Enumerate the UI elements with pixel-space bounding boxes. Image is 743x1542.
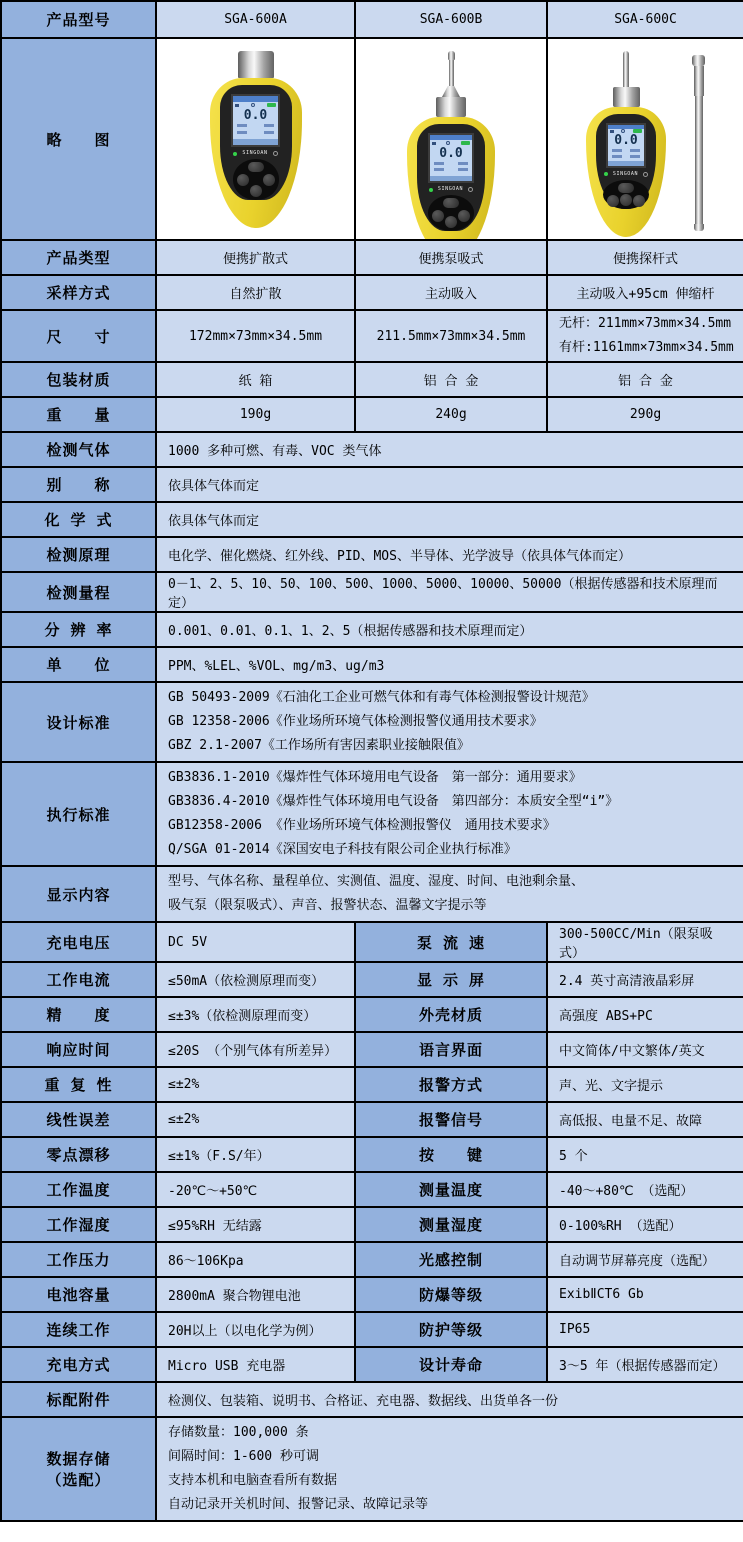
label-execution-standard: 执行标准: [1, 762, 156, 866]
value-display-screen: 2.4 英寸高清液晶彩屏: [547, 962, 743, 997]
label-measuring-temperature: 测量温度: [355, 1172, 547, 1207]
row-repeatability-alarm-mode: [1, 1067, 743, 1102]
screen-time-bar: [608, 161, 645, 165]
left-button: [607, 195, 619, 207]
row-charging-voltage-pump-flow: [1, 922, 743, 962]
screen-reading: 0.0: [439, 145, 463, 161]
keypad: [233, 159, 279, 200]
gas-detector-diffusion: [210, 51, 302, 228]
row-weight: [1, 397, 743, 432]
screen-reading: 0.0: [614, 133, 638, 149]
label-display-screen: 显 示 屏: [355, 962, 547, 997]
value-resolution: 0.001、0.01、0.1、1、2、5（根据传感器和技术原理而定）: [156, 612, 743, 647]
dimensions-c-with-rod: 有杆:1161mm×73mm×34.5mm: [559, 340, 734, 355]
sensor-cap: [238, 51, 274, 78]
value-weight-b: 240g: [355, 397, 547, 432]
value-measuring-humidity: 0-100%RH （选配）: [547, 1207, 743, 1242]
label-explosion-proof-rating: 防爆等级: [355, 1277, 547, 1312]
label-unit: 单 位: [1, 647, 156, 682]
speaker-icon: [432, 142, 436, 145]
label-battery-capacity: 电池容量: [1, 1277, 156, 1312]
value-execution-standard: [156, 762, 743, 866]
telescopic-rod-tip: [692, 55, 705, 66]
label-alias: 别 称: [1, 467, 156, 502]
row-working-temp-measuring-temp: [1, 1172, 743, 1207]
label-light-sensing-control: 光感控制: [355, 1242, 547, 1277]
label-language-ui: 语言界面: [355, 1032, 547, 1067]
value-packaging-material-c: 铝 合 金: [547, 362, 743, 397]
product-photo-sga-600a: [157, 39, 354, 239]
telescopic-rod-shaft: [695, 96, 703, 224]
right-button: [458, 210, 470, 222]
value-continuous-working: 20H以上（以电化学为例）: [156, 1312, 355, 1347]
lcd-screen: [428, 133, 474, 183]
label-working-pressure: 工作压力: [1, 1242, 156, 1277]
row-detection-range: [1, 572, 743, 612]
label-charging-voltage: 充电电压: [1, 922, 156, 962]
screen-info-row: [612, 149, 641, 153]
design-standard-line: GBZ 2.1-2007《工作场所有害因素职业接触限值》: [168, 738, 470, 753]
label-design-life: 设计寿命: [355, 1347, 547, 1382]
execution-standard-line: Q/SGA 01-2014《深国安电子科技有限公司企业执行标准》: [168, 842, 517, 857]
value-zero-drift: ≤±1%（F.S/年）: [156, 1137, 355, 1172]
left-button: [237, 174, 249, 186]
row-data-storage: [1, 1417, 743, 1521]
row-detection-principle: [1, 537, 743, 572]
value-response-time: ≤20S （个别气体有所差异）: [156, 1032, 355, 1067]
right-button: [263, 174, 275, 186]
label-working-humidity: 工作湿度: [1, 1207, 156, 1242]
speaker-icon: [610, 130, 614, 133]
brand-row: [233, 151, 277, 156]
data-storage-label-line1: 数据存储: [46, 1450, 111, 1468]
label-sampling-method: 采样方式: [1, 275, 156, 310]
power-icon: [468, 187, 473, 192]
label-zero-drift: 零点漂移: [1, 1137, 156, 1172]
speaker-icon: [235, 104, 239, 107]
row-response-time-language: [1, 1032, 743, 1067]
label-charging-method: 充电方式: [1, 1347, 156, 1382]
power-icon: [273, 151, 278, 156]
device-body: [407, 117, 495, 240]
device-body: [586, 107, 666, 237]
data-storage-label-line2: （选配）: [46, 1471, 111, 1489]
value-detection-range: 0－1、2、5、10、50、100、500、1000、5000、10000、50000（根据传感器和技术原理而定）: [156, 572, 743, 612]
screen-reading: 0.0: [243, 108, 268, 124]
model-name-a: SGA-600A: [156, 1, 355, 38]
screen-time-bar: [233, 139, 278, 145]
value-detection-principle: 电化学、催化燃烧、红外线、PID、MOS、半导体、光学波导（依具体气体而定）: [156, 537, 743, 572]
value-product-type-a: 便携扩散式: [156, 240, 355, 275]
brand-row: [604, 172, 648, 177]
label-product-type: 产品类型: [1, 240, 156, 275]
photo-cell-sga-600a: [156, 38, 355, 240]
row-charging-method-design-life: [1, 1347, 743, 1382]
value-battery-capacity: 2800mA 聚合物锂电池: [156, 1277, 355, 1312]
value-product-type-b: 便携泵吸式: [355, 240, 547, 275]
label-chemical-formula: 化 学 式: [1, 502, 156, 537]
probe-cone: [442, 86, 460, 97]
data-storage-line: 支持本机和电脑查看所有数据: [168, 1473, 338, 1488]
value-working-current: ≤50mA（依检测原理而变）: [156, 962, 355, 997]
execution-standard-line: GB3836.4-2010《爆炸性气体环境用电气设备 第四部分：本质安全型“i”》: [168, 794, 619, 809]
power-icon: [643, 172, 648, 177]
label-data-storage: [1, 1417, 156, 1521]
value-charging-voltage: DC 5V: [156, 922, 355, 962]
label-buttons: 按 键: [355, 1137, 547, 1172]
value-repeatability: ≤±2%: [156, 1067, 355, 1102]
row-working-humidity-measuring-humidity: [1, 1207, 743, 1242]
row-standard-accessories: [1, 1382, 743, 1417]
value-protection-rating: IP65: [547, 1312, 743, 1347]
label-working-temperature: 工作温度: [1, 1172, 156, 1207]
value-alarm-mode: 声、光、文字提示: [547, 1067, 743, 1102]
row-display-content: [1, 866, 743, 922]
value-alias: 依具体气体而定: [156, 467, 743, 502]
status-led: [604, 172, 608, 176]
front-panel: [596, 114, 656, 209]
data-storage-line: 自动记录开关机时间、报警记录、故障记录等: [168, 1497, 429, 1512]
label-resolution: 分 辨 率: [1, 612, 156, 647]
value-product-type-c: 便携探杆式: [547, 240, 743, 275]
brand-label: SINGOAN: [612, 170, 639, 177]
menu-button: [618, 183, 634, 193]
row-zero-drift-buttons: [1, 1137, 743, 1172]
label-alarm-signal: 报警信号: [355, 1102, 547, 1137]
data-storage-line: 存储数量：100,000 条: [168, 1425, 309, 1440]
execution-standard-line: GB12358-2006 《作业场所环境气体检测报警仪 通用技术要求》: [168, 818, 556, 833]
lcd-screen: [231, 94, 280, 147]
label-detection-principle: 检测原理: [1, 537, 156, 572]
label-detection-gas: 检测气体: [1, 432, 156, 467]
sensor-cap: [436, 97, 466, 117]
display-content-line: 型号、气体名称、量程单位、实测值、温度、湿度、时间、电池剩余量、: [168, 874, 585, 889]
value-linearity-error: ≤±2%: [156, 1102, 355, 1137]
brand-label: SINGOAN: [437, 186, 464, 193]
enter-button: [445, 216, 457, 228]
screen-time-bar: [430, 176, 472, 181]
row-execution-standard: [1, 762, 743, 866]
left-button: [432, 210, 444, 222]
value-packaging-material-b: 铝 合 金: [355, 362, 547, 397]
value-pump-flow-rate: 300-500CC/Min（限泵吸式）: [547, 922, 743, 962]
label-measuring-humidity: 测量湿度: [355, 1207, 547, 1242]
value-chemical-formula: 依具体气体而定: [156, 502, 743, 537]
row-working-pressure-light-control: [1, 1242, 743, 1277]
status-led: [429, 188, 433, 192]
menu-button: [443, 198, 459, 208]
value-measuring-temperature: -40～+80℃ （选配）: [547, 1172, 743, 1207]
photo-cell-sga-600c: [547, 38, 743, 240]
battery-icon: [267, 103, 276, 107]
row-product-type: [1, 240, 743, 275]
row-dimensions: [1, 310, 743, 362]
photo-cell-sga-600b: [355, 38, 547, 240]
row-alias: [1, 467, 743, 502]
brand-row: [429, 187, 473, 192]
status-led: [233, 152, 237, 156]
label-response-time: 响应时间: [1, 1032, 156, 1067]
telescopic-rod: [692, 55, 705, 231]
design-standard-line: GB 50493-2009《石油化工企业可燃气体和有毒气体检测报警设计规范》: [168, 690, 595, 705]
row-design-standard: [1, 682, 743, 762]
value-packaging-material-a: 纸 箱: [156, 362, 355, 397]
label-standard-accessories: 标配附件: [1, 1382, 156, 1417]
lcd-screen: [606, 123, 647, 168]
value-explosion-proof-rating: ExibⅡCT6 Gb: [547, 1277, 743, 1312]
probe-tip: [448, 51, 455, 60]
sensor-cap: [613, 87, 640, 107]
label-dimensions: 尺 寸: [1, 310, 156, 362]
gas-detector-pump: [407, 51, 495, 240]
value-accuracy: ≤±3%（依检测原理而变）: [156, 997, 355, 1032]
model-name-b: SGA-600B: [355, 1, 547, 38]
value-working-pressure: 86～106Kpa: [156, 1242, 355, 1277]
value-display-content: [156, 866, 743, 922]
fan-icon: [251, 103, 255, 107]
row-packaging-material: [1, 362, 743, 397]
dimensions-c-without-rod: 无杆：211mm×73mm×34.5mm: [559, 316, 732, 331]
product-photo-sga-600c: [548, 39, 743, 239]
fan-icon: [446, 141, 450, 145]
label-detection-range: 检测量程: [1, 572, 156, 612]
value-charging-method: Micro USB 充电器: [156, 1347, 355, 1382]
row-continuous-working-protection-rating: [1, 1312, 743, 1347]
keypad: [428, 195, 474, 231]
label-weight: 重 量: [1, 397, 156, 432]
probe-rod: [449, 60, 454, 86]
label-shell-material: 外壳材质: [355, 997, 547, 1032]
label-continuous-working: 连续工作: [1, 1312, 156, 1347]
screen-info-row: [237, 131, 274, 136]
front-panel: [417, 124, 485, 231]
execution-standard-line: GB3836.1-2010《爆炸性气体环境用电气设备 第一部分：通用要求》: [168, 770, 582, 785]
model-name-c: SGA-600C: [547, 1, 743, 38]
enter-button: [620, 194, 632, 206]
front-panel: [220, 85, 292, 200]
screen-info-row: [434, 168, 468, 173]
value-dimensions-a: 172mm×73mm×34.5mm: [156, 310, 355, 362]
battery-icon: [461, 141, 470, 145]
value-data-storage: [156, 1417, 743, 1521]
gas-detector-probe: [586, 51, 666, 237]
row-working-current-display-screen: [1, 962, 743, 997]
row-chemical-formula: [1, 502, 743, 537]
screen-info-row: [612, 155, 641, 159]
label-working-current: 工作电流: [1, 962, 156, 997]
enter-button: [250, 185, 262, 197]
value-sampling-method-b: 主动吸入: [355, 275, 547, 310]
value-standard-accessories: 检测仪、包装箱、说明书、合格证、充电器、数据线、出货单各一份: [156, 1382, 743, 1417]
row-linearity-error-alarm-signal: [1, 1102, 743, 1137]
value-unit: PPM、%LEL、%VOL、mg/m3、ug/m3: [156, 647, 743, 682]
data-storage-line: 间隔时间：1-600 秒可调: [168, 1449, 319, 1464]
device-body: [210, 78, 302, 228]
label-display-content: 显示内容: [1, 866, 156, 922]
label-accuracy: 精 度: [1, 997, 156, 1032]
row-detection-gas: [1, 432, 743, 467]
value-language-ui: 中文简体/中文繁体/英文: [547, 1032, 743, 1067]
value-weight-c: 290g: [547, 397, 743, 432]
value-shell-material: 高强度 ABS+PC: [547, 997, 743, 1032]
probe-rod: [623, 51, 629, 87]
value-sampling-method-a: 自然扩散: [156, 275, 355, 310]
telescopic-rod-segment: [694, 66, 704, 96]
value-working-temperature: -20℃～+50℃: [156, 1172, 355, 1207]
right-button: [633, 195, 645, 207]
label-sketch: 略 图: [1, 38, 156, 240]
label-linearity-error: 线性误差: [1, 1102, 156, 1137]
value-weight-a: 190g: [156, 397, 355, 432]
value-dimensions-b: 211.5mm×73mm×34.5mm: [355, 310, 547, 362]
row-battery-capacity-explosion-proof: [1, 1277, 743, 1312]
value-design-life: 3～5 年（根据传感器而定）: [547, 1347, 743, 1382]
value-light-sensing-control: 自动调节屏幕亮度（选配）: [547, 1242, 743, 1277]
keypad: [603, 180, 649, 209]
value-dimensions-c: [547, 310, 743, 362]
value-working-humidity: ≤95%RH 无结露: [156, 1207, 355, 1242]
row-product-model: [1, 1, 743, 38]
label-pump-flow-rate: 泵 流 速: [355, 922, 547, 962]
menu-button: [248, 162, 264, 172]
value-alarm-signal: 高低报、电量不足、故障: [547, 1102, 743, 1137]
value-buttons: 5 个: [547, 1137, 743, 1172]
label-product-model: 产品型号: [1, 1, 156, 38]
row-sketch: [1, 38, 743, 240]
value-design-standard: [156, 682, 743, 762]
row-unit: [1, 647, 743, 682]
value-sampling-method-c: 主动吸入+95cm 伸缩杆: [547, 275, 743, 310]
telescopic-rod-base: [694, 224, 704, 231]
value-detection-gas: 1000 多种可燃、有毒、VOC 类气体: [156, 432, 743, 467]
brand-label: SINGOAN: [242, 150, 268, 157]
row-sampling-method: [1, 275, 743, 310]
label-alarm-mode: 报警方式: [355, 1067, 547, 1102]
screen-info-row: [434, 162, 468, 167]
label-design-standard: 设计标准: [1, 682, 156, 762]
row-resolution: [1, 612, 743, 647]
display-content-line: 吸气泵（限泵吸式）、声音、报警状态、温馨文字提示等: [168, 898, 487, 913]
product-photo-sga-600b: [356, 39, 546, 239]
label-repeatability: 重 复 性: [1, 1067, 156, 1102]
label-protection-rating: 防护等级: [355, 1312, 547, 1347]
label-packaging-material: 包装材质: [1, 362, 156, 397]
row-accuracy-shell-material: [1, 997, 743, 1032]
screen-info-row: [237, 124, 274, 129]
design-standard-line: GB 12358-2006《作业场所环境气体检测报警仪通用技术要求》: [168, 714, 543, 729]
